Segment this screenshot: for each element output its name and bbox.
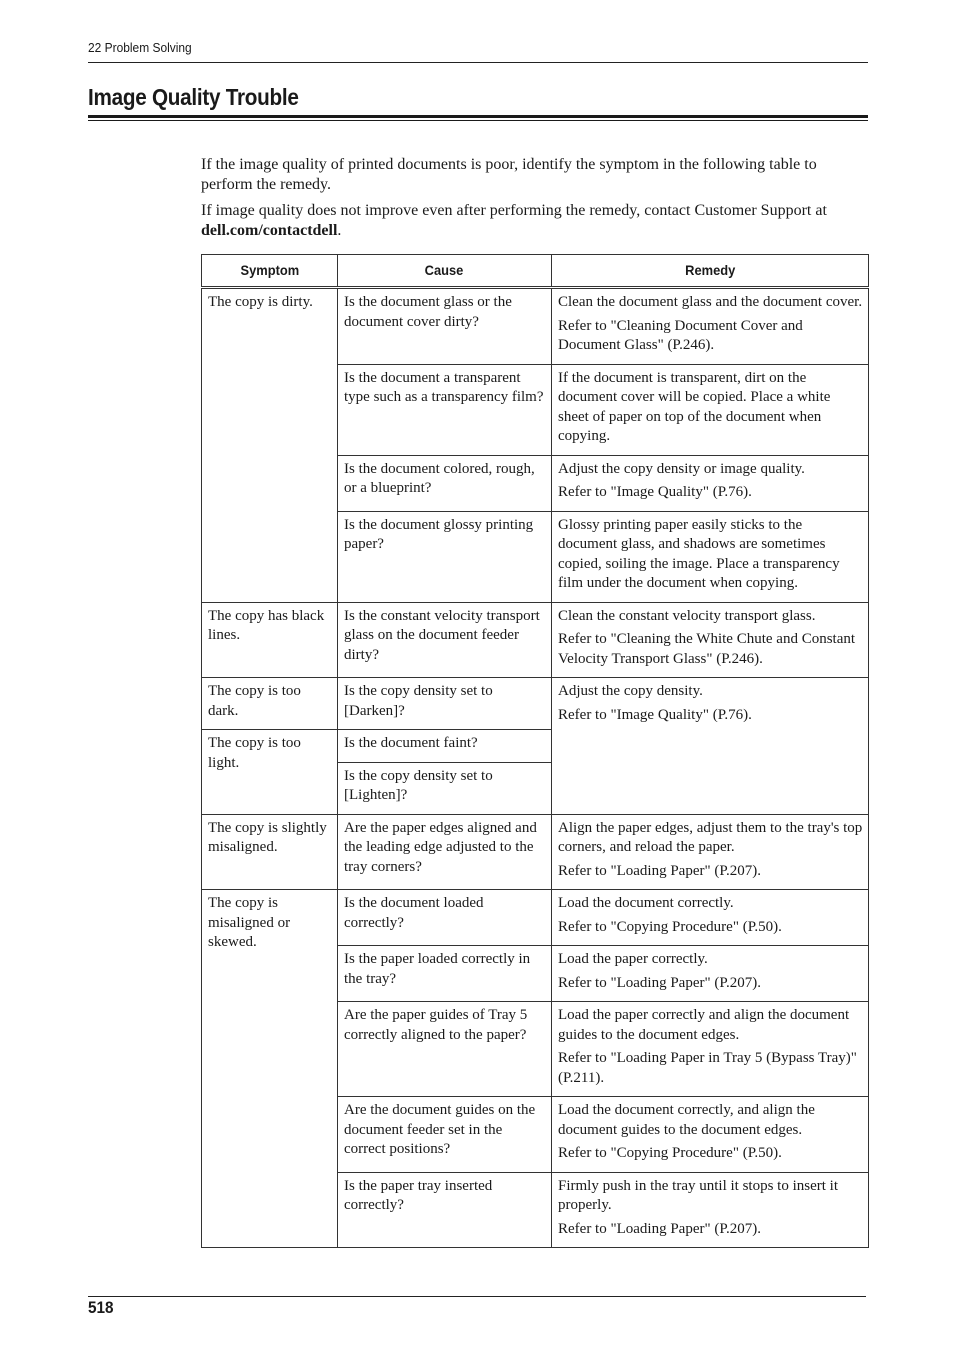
symptom-cell: The copy is dirty.: [202, 288, 338, 603]
remedy-cell: [552, 946, 869, 1002]
remedy-cell: [552, 602, 869, 678]
cause-cell: Is the document faint?: [338, 730, 552, 763]
remedy-text: Firmly push in the tray until it stops to insert it properly.: [558, 1177, 838, 1213]
remedy-text: Align the paper edges, adjust them to the tray's top corners, and reload the paper.: [558, 819, 863, 855]
cause-cell: Is the document glass or the document cover dirty?: [338, 288, 552, 365]
cause-column-header: Cause: [338, 255, 552, 288]
footer-divider: [88, 1296, 866, 1297]
remedy-text: Load the document correctly.: [558, 895, 734, 911]
remedy-reference: Refer to "Copying Procedure" (P.50).: [558, 918, 782, 935]
remedy-text: Adjust the copy density or image quality.: [558, 460, 805, 477]
table-row: [202, 602, 869, 678]
cause-cell: Is the document loaded correctly?: [338, 890, 552, 946]
cause-cell: Is the copy density set to [Darken]?: [338, 678, 552, 730]
remedy-cell: [552, 455, 869, 511]
title-underline-thick: [88, 115, 868, 118]
table-row: [202, 814, 869, 890]
symptom-cell: The copy is misaligned or skewed.: [202, 890, 338, 1248]
remedy-text: Load the document correctly, and align the document guides to the document edges.: [558, 1102, 815, 1138]
image-quality-trouble-table: [201, 254, 869, 1248]
remedy-cell: [552, 1097, 869, 1173]
intro-paragraph-1: If the image quality of printed documents is poor, identify the symptom in the following table to perform the remedy.: [201, 156, 817, 193]
symptom-cell: The copy has black lines.: [202, 602, 338, 678]
cause-cell: Are the paper guides of Tray 5 correctly aligned to the paper?: [338, 1002, 552, 1097]
remedy-text: Adjust the copy density.: [558, 683, 703, 699]
intro-paragraph-2-end: .: [337, 221, 342, 239]
remedy-cell: [552, 678, 869, 815]
remedy-text: Load the paper correctly and align the document guides to the document edges.: [558, 1007, 850, 1043]
remedy-column-header: Remedy: [552, 255, 869, 288]
remedy-text: Glossy printing paper easily sticks to the document glass, and shadows are sometimes copied, soiling the image. Place a transparency film under the document when copying.: [558, 516, 840, 591]
remedy-text: Clean the constant velocity transport glass.: [558, 607, 816, 624]
remedy-reference: Refer to "Loading Paper" (P.207).: [558, 862, 762, 879]
remedy-reference: Refer to "Image Quality" (P.76).: [558, 484, 752, 500]
cause-cell: Is the document glossy printing paper?: [338, 511, 552, 602]
cause-cell: Is the paper tray inserted correctly?: [338, 1172, 552, 1248]
remedy-cell: [552, 364, 869, 455]
table-row: [202, 288, 869, 365]
remedy-cell: [552, 1002, 869, 1097]
remedy-cell: [552, 890, 869, 946]
table-row: [202, 890, 869, 946]
remedy-text: Clean the document glass and the document cover.: [558, 294, 863, 310]
remedy-text: If the document is transparent, dirt on the document cover will be copied. Place a white sheet of paper on top of the document when copying.: [558, 369, 831, 444]
remedy-reference: Refer to "Cleaning Document Cover and Document Glass" (P.246).: [558, 317, 803, 353]
symptom-cell: The copy is slightly misaligned.: [202, 814, 338, 890]
cause-cell: Is the paper loaded correctly in the tray?: [338, 946, 552, 1002]
cause-cell: Is the constant velocity transport glass on the document feeder dirty?: [338, 602, 552, 678]
remedy-text: Load the paper correctly.: [558, 951, 708, 967]
remedy-reference: Refer to "Copying Procedure" (P.50).: [558, 1145, 782, 1161]
cause-cell: Is the document colored, rough, or a blueprint?: [338, 455, 552, 511]
page-number: 518: [88, 1298, 114, 1317]
remedy-cell: [552, 511, 869, 602]
cause-cell: Are the paper edges aligned and the leading edge adjusted to the tray corners?: [338, 814, 552, 890]
symptom-cell: The copy is too dark.: [202, 678, 338, 730]
symptom-cell: The copy is too light.: [202, 730, 338, 815]
remedy-cell: [552, 1172, 869, 1248]
remedy-reference: Refer to "Cleaning the White Chute and Constant Velocity Transport Glass" (P.246).: [558, 631, 856, 667]
symptom-column-header: Symptom: [202, 255, 338, 288]
table-header-row: [202, 255, 869, 288]
remedy-reference: Refer to "Loading Paper" (P.207).: [558, 974, 762, 991]
support-link[interactable]: dell.com/contactdell: [201, 221, 338, 239]
intro-paragraph-2: [201, 201, 861, 240]
cause-cell: Is the document a transparent type such as a transparency film?: [338, 364, 552, 455]
remedy-reference: Refer to "Loading Paper in Tray 5 (Bypass Tray)" (P.211).: [558, 1050, 857, 1086]
cause-cell: Is the copy density set to [Lighten]?: [338, 762, 552, 814]
running-header: 22 Problem Solving: [88, 40, 192, 55]
header-divider: [88, 62, 868, 63]
title-underline-thin: [88, 120, 868, 121]
intro-paragraph-2-text: If image quality does not improve even after performing the remedy, contact Customer Support at: [201, 202, 827, 219]
cause-cell: Are the document guides on the document feeder set in the correct positions?: [338, 1097, 552, 1173]
table-row: [202, 678, 869, 730]
remedy-cell: [552, 288, 869, 365]
page-title: Image Quality Trouble: [88, 84, 299, 110]
remedy-cell: [552, 814, 869, 890]
remedy-reference: Refer to "Loading Paper" (P.207).: [558, 1220, 762, 1237]
remedy-reference: Refer to "Image Quality" (P.76).: [558, 706, 752, 723]
